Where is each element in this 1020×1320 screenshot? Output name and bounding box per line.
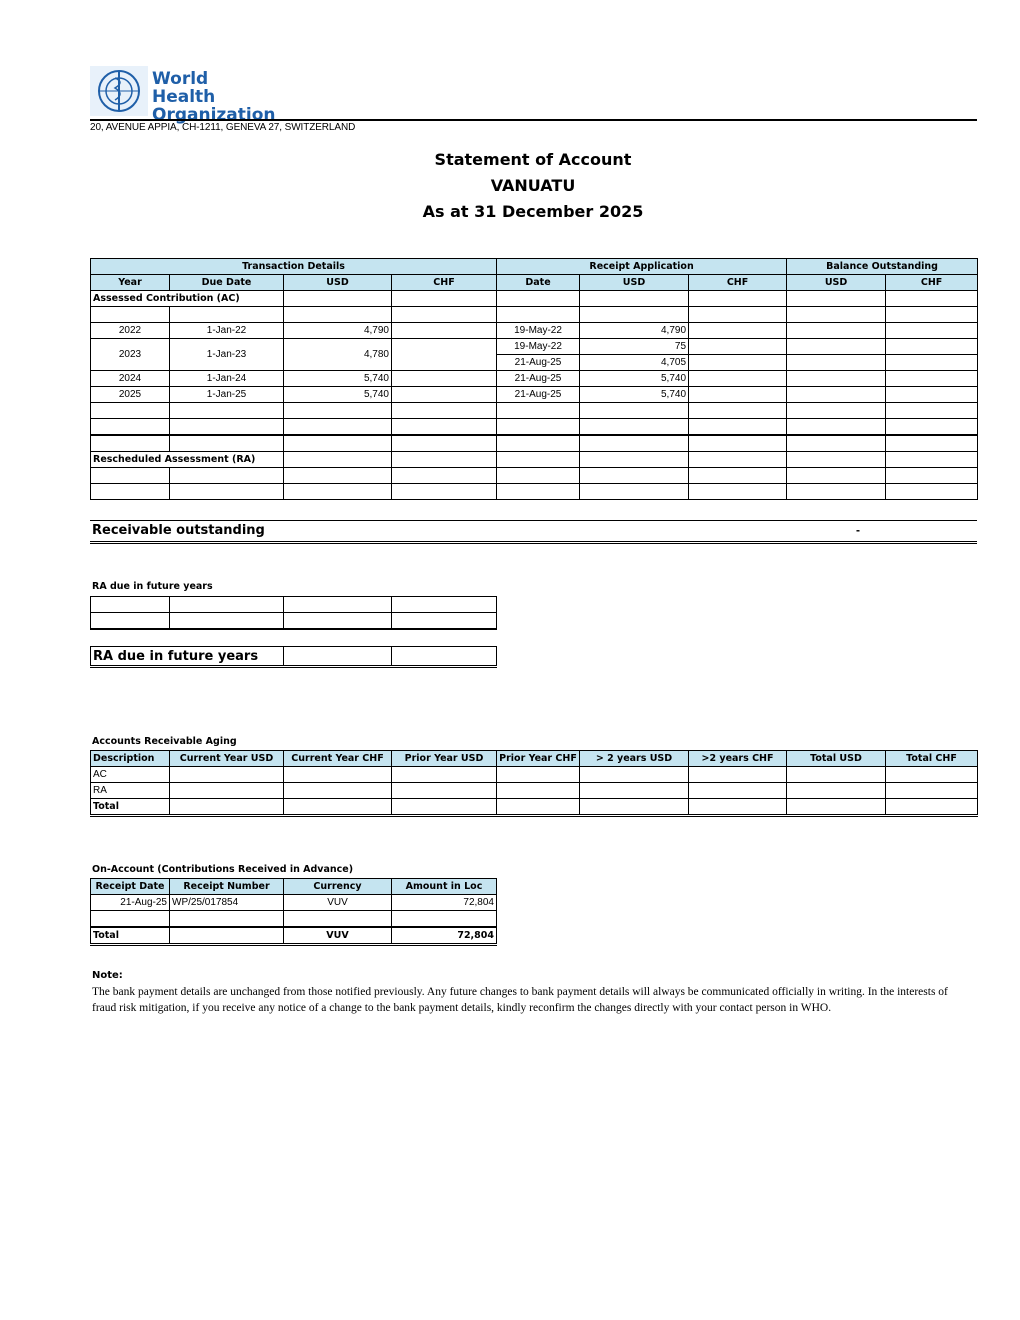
col-receipt-number: Receipt Number [170,879,284,895]
balance-outstanding-header: Balance Outstanding [787,259,978,275]
table-row [91,387,978,403]
aging-col-current-chf: Current Year CHF [284,751,392,767]
aging-col-description: Description [91,751,170,767]
note-label: Note: [92,970,123,981]
table-row [91,484,978,500]
section-row-ra [91,452,978,468]
table-row [91,307,978,323]
statement-date: As at 31 December 2025 [422,202,644,221]
due-date-cell: 1-Jan-22 [170,323,284,339]
col-balance-chf: CHF [886,275,978,291]
aging-row-label: AC [91,767,170,783]
currency-cell: VUV [284,895,392,911]
col-receipt-date: Date [497,275,580,291]
usd-cell: 4,780 [284,339,392,371]
col-amount-in-loc: Amount in Loc [392,879,497,895]
table-row [91,339,978,355]
ra-future-table [90,596,497,630]
on-account-table [90,878,497,946]
note-text: The bank payment details are unchanged from those notified previously. Any future changes to bank payment details will always be communicated officially in writing. In the interests of fraud risk mitigation, if you receive any notice of a change to the bank payment details, kindly reconfirm the changes directly with your contact person in WHO. [92,986,948,1014]
receipt-usd-cell: 4,790 [580,323,689,339]
year-cell: 2025 [91,387,170,403]
ra-future-heading: RA due in future years [92,581,213,592]
aging-col-total-chf: Total CHF [886,751,978,767]
aging-col-prior-usd: Prior Year USD [392,751,497,767]
receipt-date-cell: 21-Aug-25 [497,371,580,387]
table-row [91,613,497,630]
aging-row-label: RA [91,783,170,799]
aging-col-prior-chf: Prior Year CHF [497,751,580,767]
receipt-usd-cell: 5,740 [580,371,689,387]
table-row [91,767,978,783]
receipt-date-cell: 21-Aug-25 [497,355,580,371]
on-account-header-row [91,879,497,895]
table-row [91,468,978,484]
statement-title: Statement of Account [434,150,632,169]
col-due-date: Due Date [170,275,284,291]
table-row [91,371,978,387]
col-chf: CHF [392,275,497,291]
ra-future-total-table [90,646,497,668]
aging-total-row [91,799,978,816]
col-receipt-chf: CHF [689,275,787,291]
due-date-cell: 1-Jan-24 [170,371,284,387]
receipt-date-cell: 21-Aug-25 [497,387,580,403]
aging-col-2y-chf: >2 years CHF [689,751,787,767]
on-account-heading: On-Account (Contributions Received in Advance) [92,864,354,875]
section-label-ac: Assessed Contribution (AC) [91,291,284,307]
aging-total-label: Total [91,799,170,816]
receipt-usd-cell: 75 [580,339,689,355]
col-currency: Currency [284,879,392,895]
note-block [92,968,972,1016]
usd-cell: 5,740 [284,387,392,403]
group-header-row [91,259,978,275]
col-balance-usd: USD [787,275,886,291]
receivable-outstanding-row [90,520,977,544]
table-row [91,895,497,911]
table-row [91,419,978,436]
amount-cell: 72,804 [392,895,497,911]
on-account-total-label: Total [91,927,170,945]
col-year: Year [91,275,170,291]
column-header-row [91,275,978,291]
table-row [91,783,978,799]
table-row [91,597,497,613]
aging-col-current-usd: Current Year USD [170,751,284,767]
org-name-line2: Organization [152,105,276,125]
org-name-line1: World Health [152,69,216,107]
table-row [91,435,978,452]
due-date-cell: 1-Jan-25 [170,387,284,403]
col-usd: USD [284,275,392,291]
who-logo [90,66,276,125]
ra-future-total-row [91,647,497,667]
aging-heading: Accounts Receivable Aging [92,736,237,747]
table-row [91,403,978,419]
transaction-details-header: Transaction Details [91,259,497,275]
col-receipt-usd: USD [580,275,689,291]
col-receipt-date: Receipt Date [91,879,170,895]
on-account-total-currency: VUV [284,927,392,945]
who-emblem-icon [90,66,148,116]
receipt-usd-cell: 5,740 [580,387,689,403]
section-row-ac [91,291,978,307]
usd-cell: 5,740 [284,371,392,387]
ra-future-total-label: RA due in future years [91,647,284,667]
receipt-application-header: Receipt Application [497,259,787,275]
aging-col-total-usd: Total USD [787,751,886,767]
on-account-total-row [91,927,497,945]
due-date-cell: 1-Jan-23 [170,339,284,371]
year-cell: 2024 [91,371,170,387]
receivable-outstanding-value: - [856,523,860,537]
aging-col-2y-usd: > 2 years USD [580,751,689,767]
year-cell: 2022 [91,323,170,339]
main-statement-table [90,258,978,500]
receipt-usd-cell: 4,705 [580,355,689,371]
receipt-date-cell: 21-Aug-25 [91,895,170,911]
usd-cell: 4,790 [284,323,392,339]
org-address: 20, AVENUE APPIA, CH-1211, GENEVA 27, SWITZERLAND [90,119,977,133]
table-row [91,911,497,928]
year-cell: 2023 [91,339,170,371]
country-name: VANUATU [490,176,576,195]
receipt-date-cell: 19-May-22 [497,323,580,339]
receipt-date-cell: 19-May-22 [497,339,580,355]
receipt-number-cell: WP/25/017854 [170,895,284,911]
receivable-outstanding-label: Receivable outstanding [92,523,265,538]
section-label-ra: Rescheduled Assessment (RA) [91,452,284,468]
table-row [91,323,978,339]
on-account-total-amount: 72,804 [392,927,497,945]
aging-table [90,750,978,817]
aging-header-row [91,751,978,767]
